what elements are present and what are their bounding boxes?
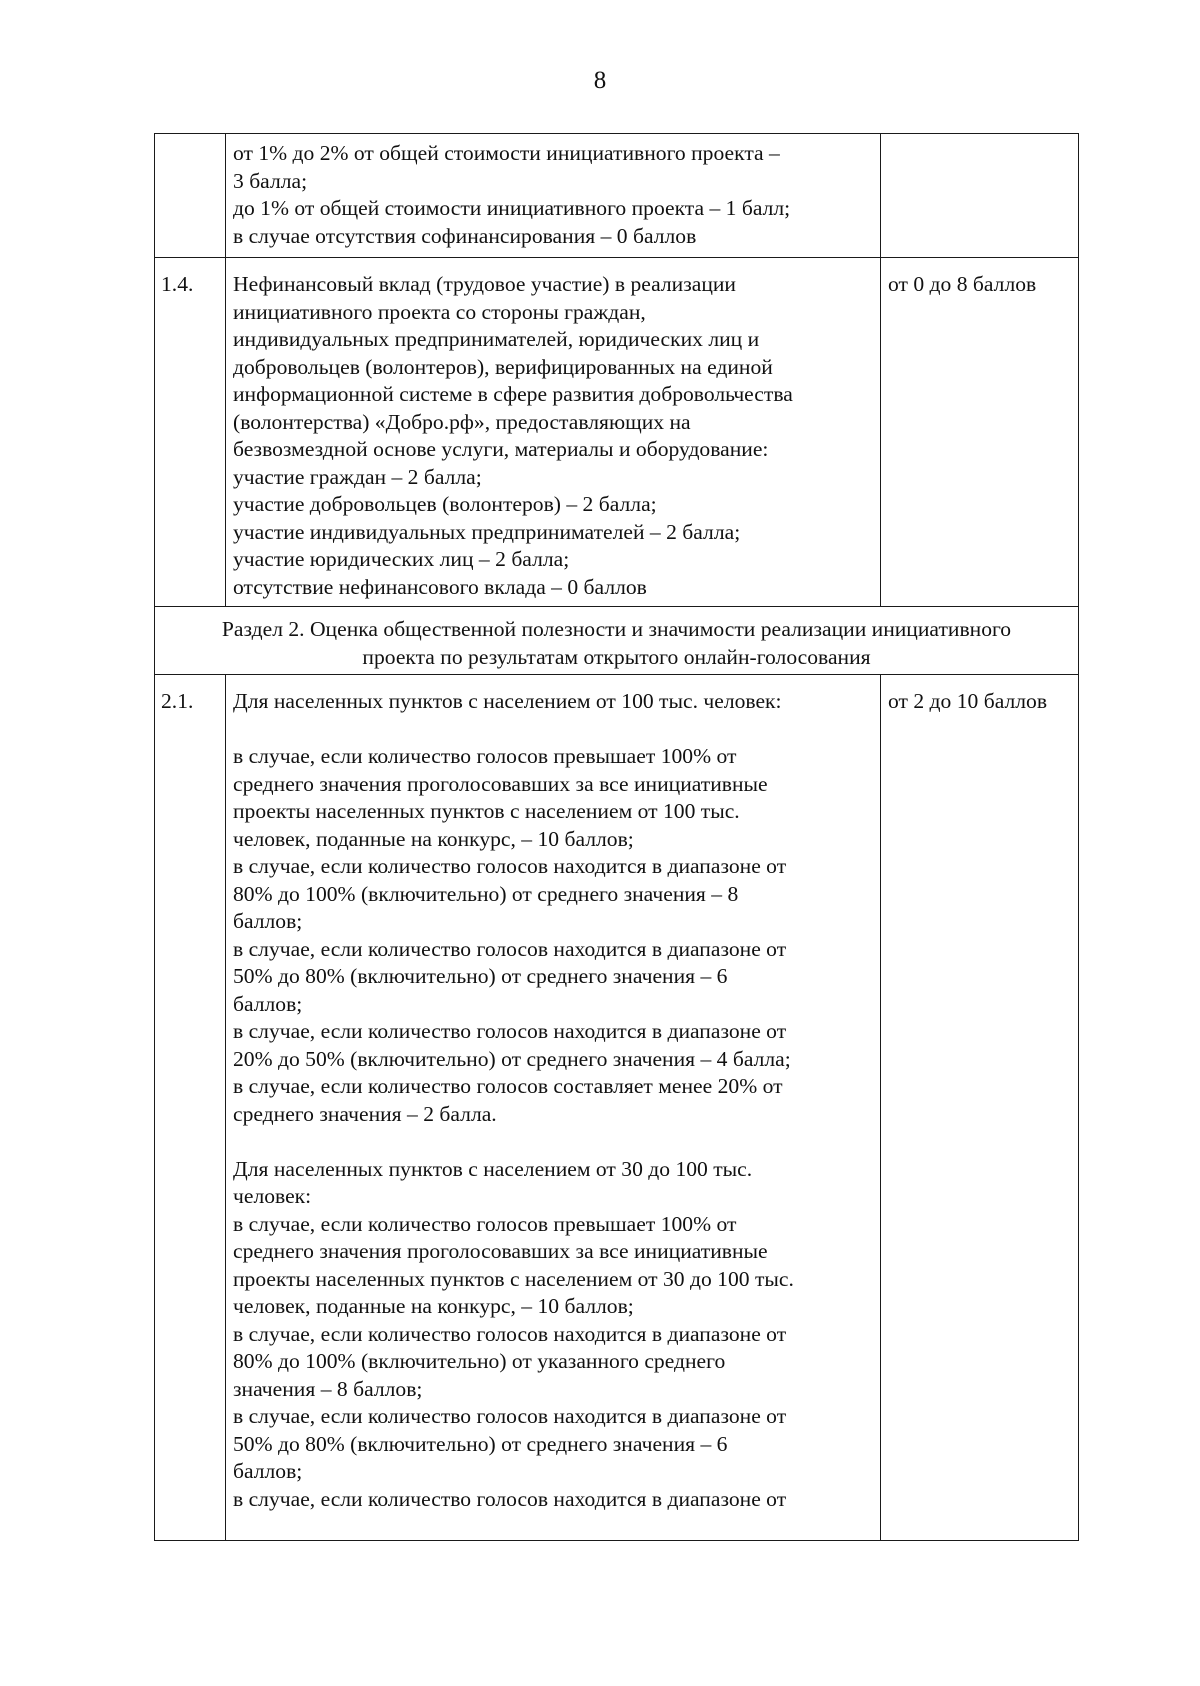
page-number: 8 [593,67,607,94]
text-line: Нефинансовый вклад (трудовое участие) в реализации [233,272,736,296]
text-line: 20% до 50% (включительно) от среднего значения – 4 балла; [233,1046,791,1071]
table-row-1-4 [155,258,1079,607]
text-line: человек, поданные на конкурс, – 10 баллов; [233,826,634,851]
text-line: отсутствие нефинансового вклада – 0 баллов [233,574,647,599]
text-line: (волонтерства) «Добро.рф», предоставляющих на [233,409,691,434]
text-line: 3 балла; [233,168,308,193]
blank-line [233,716,874,744]
text-line: значения – 8 баллов; [233,1376,423,1401]
criterion-text-cell [226,675,881,1541]
text-line: проекты населенных пунктов с населением от 100 тыс. [233,799,740,823]
text-line: среднего значения – 2 балла. [233,1101,497,1126]
text-line: от 1% до 2% от общей стоимости инициативного проекта – [233,141,780,165]
text-line: в случае, если количество голосов находится в диапазоне от [233,1404,787,1428]
row-number-cell: 2.1. [155,675,226,1541]
text-line: в случае, если количество голосов превышает 100% от [233,744,737,768]
text-line: участие индивидуальных предпринимателей – 2 балла; [233,519,741,544]
text-line: в случае, если количество голосов находится в диапазоне от [233,936,787,961]
text-line: в случае, если количество голосов находится в диапазоне от [233,1486,787,1511]
text-line: информационной системе в сфере развития добровольчества [233,382,793,406]
section-header-row [155,607,1079,675]
text-line: 50% до 80% (включительно) от среднего значения – 6 [233,964,728,988]
text-line: участие юридических лиц – 2 балла; [233,547,570,571]
text-line: Для населенных пунктов с населением от 30 до 100 тыс. [233,1156,753,1181]
text-line: 80% до 100% (включительно) от среднего значения – 8 [233,881,739,906]
criteria-table [154,133,1079,1541]
text-line: 80% до 100% (включительно) от указанного среднего [233,1349,726,1373]
text-line: в случае, если количество голосов находится в диапазоне от [233,854,787,878]
criterion-text-cell [226,134,881,258]
text-line: участие граждан – 2 балла; [233,464,482,489]
text-line: баллов; [233,1459,303,1483]
text-line: участие добровольцев (волонтеров) – 2 балла; [233,492,657,516]
text-line: проекты населенных пунктов с населением от 30 до 100 тыс. [233,1266,794,1291]
blank-line [233,1128,874,1156]
score-cell: от 2 до 10 баллов [881,675,1079,1541]
text-line: инициативного проекта со стороны граждан, [233,299,646,324]
text-line: в случае, если количество голосов находится в диапазоне от [233,1019,787,1043]
table-row-continuation [155,134,1079,258]
criterion-text-cell [226,258,881,607]
text-line: среднего значения проголосовавших за все инициативные [233,1239,768,1263]
text-line: в случае, если количество голосов находится в диапазоне от [233,1321,787,1346]
text-line: среднего значения проголосовавших за все инициативные [233,771,768,796]
text-line: индивидуальных предпринимателей, юридических лиц и [233,327,760,351]
row-number-cell [155,134,226,258]
text-line: проекта по результатам открытого онлайн-голосования [362,644,871,669]
text-line: человек: [233,1184,312,1208]
text-line: безвозмездной основе услуги, материалы и оборудование: [233,437,769,461]
text-line: человек, поданные на конкурс, – 10 баллов; [233,1294,634,1318]
text-line: 50% до 80% (включительно) от среднего значения – 6 [233,1431,728,1456]
text-line: в случае, если количество голосов превышает 100% от [233,1211,737,1236]
text-line: в случае отсутствия софинансирования – 0 баллов [233,223,697,248]
text-line: баллов; [233,909,303,933]
text-line: в случае, если количество голосов составляет менее 20% от [233,1074,783,1098]
text-line: баллов; [233,991,303,1016]
table-row-2-1 [155,675,1079,1541]
text-line: Для населенных пунктов с населением от 100 тыс. человек: [233,689,782,713]
row-number-cell: 1.4. [155,258,226,607]
text-line: добровольцев (волонтеров), верифицированных на единой [233,354,773,379]
section-title [155,607,1079,675]
text-line: до 1% от общей стоимости инициативного проекта – 1 балл; [233,196,791,220]
score-cell [881,134,1079,258]
score-cell: от 0 до 8 баллов [881,258,1079,607]
text-line: Раздел 2. Оценка общественной полезности и значимости реализации инициативного [221,617,1012,641]
